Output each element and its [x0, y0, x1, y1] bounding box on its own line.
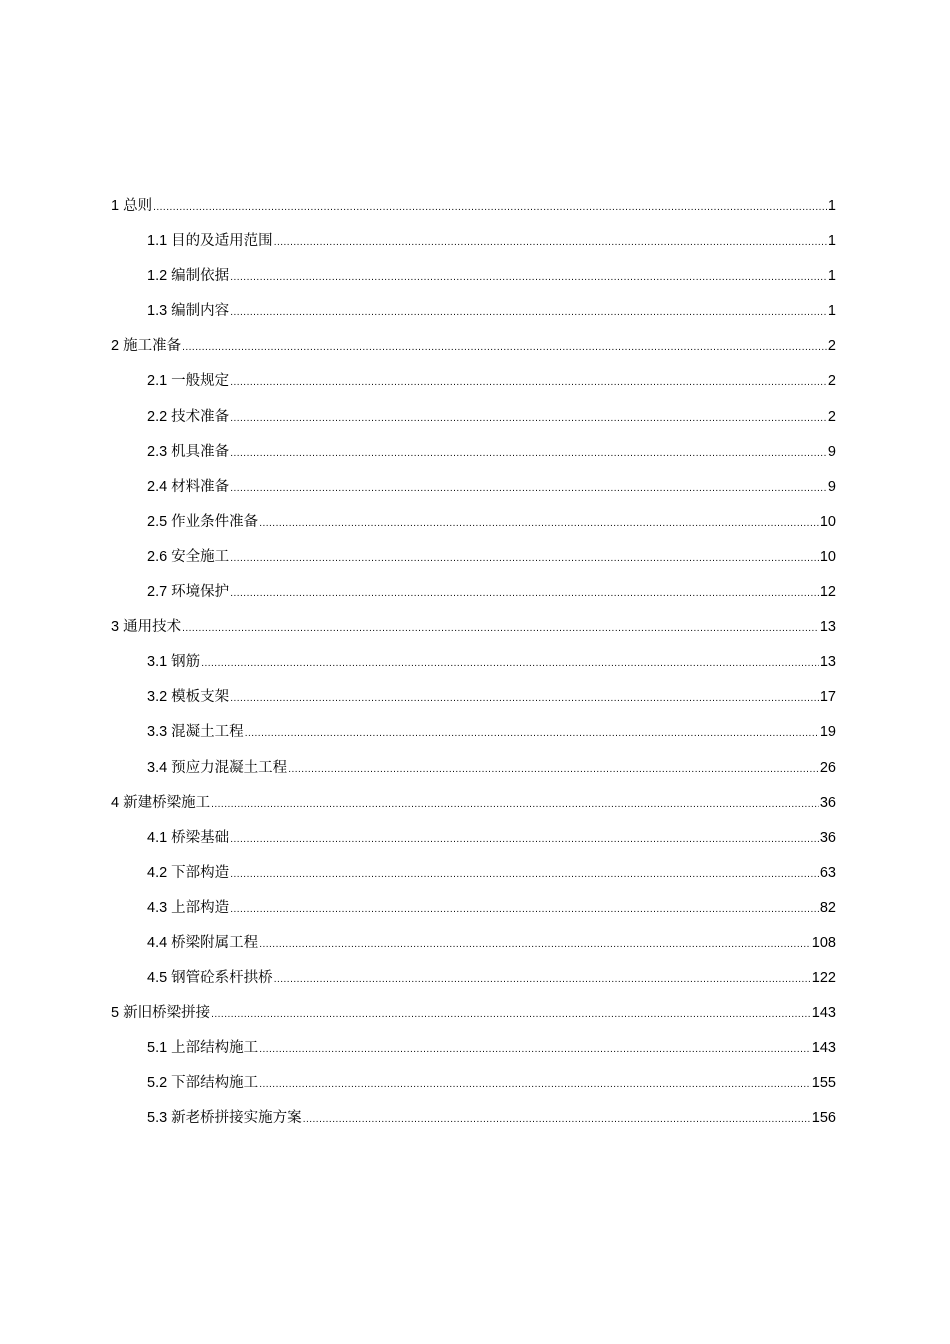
toc-dot-leader: [259, 506, 819, 541]
toc-entry-title: 1.2 编制依据: [147, 268, 230, 285]
toc-page-number: 26: [819, 759, 836, 776]
toc-dot-leader: [245, 716, 819, 751]
toc-entry-title: 2.2 技术准备: [147, 408, 230, 425]
toc-entry[interactable]: [111, 610, 836, 645]
toc-dot-leader: [274, 962, 811, 997]
toc-entry[interactable]: [147, 751, 836, 786]
toc-page-number: 2: [827, 373, 836, 390]
toc-page-number: 143: [811, 1040, 836, 1057]
toc-dot-leader: [230, 436, 827, 471]
toc-dot-leader: [211, 997, 811, 1032]
toc-dot-leader: [230, 892, 819, 927]
toc-entry-title: 5 新旧桥梁拼接: [111, 1005, 211, 1022]
toc-page-number: 63: [819, 864, 836, 881]
toc-entry[interactable]: [111, 189, 836, 224]
toc-entry[interactable]: [147, 259, 836, 294]
toc-entry-title: 5.3 新老桥拼接实施方案: [147, 1110, 302, 1127]
toc-entry-title: 2.3 机具准备: [147, 443, 230, 460]
toc-entry[interactable]: [147, 294, 836, 329]
toc-dot-leader: [230, 857, 819, 892]
toc-entry[interactable]: [147, 961, 836, 996]
toc-page-number: 1: [827, 198, 836, 214]
toc-entry-title: 4.5 钢管砼系杆拱桥: [147, 970, 273, 987]
toc-dot-leader: [230, 822, 819, 857]
toc-page-number: 143: [811, 1005, 836, 1022]
toc-entry[interactable]: [147, 364, 836, 399]
toc-entry-title: 2.7 环境保护: [147, 584, 230, 601]
table-of-contents: [0, 189, 950, 1137]
toc-page-number: 1: [827, 268, 836, 285]
toc-dot-leader: [230, 576, 819, 611]
toc-dot-leader: [230, 401, 827, 436]
toc-entry[interactable]: [111, 996, 836, 1031]
toc-entry-title: 5.1 上部结构施工: [147, 1040, 259, 1057]
toc-entry[interactable]: [147, 856, 836, 891]
toc-dot-leader: [259, 1032, 811, 1067]
toc-dot-leader: [230, 295, 827, 330]
toc-entry-title: 2.5 作业条件准备: [147, 513, 259, 530]
toc-entry[interactable]: [147, 540, 836, 575]
toc-page-number: 122: [811, 970, 836, 987]
toc-entry-title: 3 通用技术: [111, 619, 182, 636]
toc-entry-title: 2.6 安全施工: [147, 548, 230, 565]
toc-page-number: 2: [827, 408, 836, 425]
toc-entry[interactable]: [147, 891, 836, 926]
toc-entry[interactable]: [147, 1101, 836, 1136]
toc-dot-leader: [303, 1102, 811, 1137]
toc-entry-title: 1 总则: [111, 198, 153, 214]
toc-page-number: 36: [819, 794, 836, 811]
toc-entry[interactable]: [111, 786, 836, 821]
toc-entry-title: 4 新建桥梁施工: [111, 794, 211, 811]
toc-page-number: 17: [819, 689, 836, 706]
toc-entry-title: 5.2 下部结构施工: [147, 1075, 259, 1092]
toc-entry-title: 3.2 模板支架: [147, 689, 230, 706]
toc-entry[interactable]: [147, 505, 836, 540]
toc-page-number: 13: [819, 654, 836, 671]
toc-entry[interactable]: [147, 224, 836, 259]
toc-dot-leader: [230, 541, 819, 576]
toc-dot-leader: [259, 927, 811, 962]
toc-dot-leader: [230, 471, 827, 506]
toc-page-number: 12: [819, 584, 836, 601]
toc-dot-leader: [259, 1067, 811, 1102]
toc-entry-title: 2 施工准备: [111, 338, 182, 355]
toc-page-number: 9: [827, 478, 836, 495]
toc-entry-title: 1.3 编制内容: [147, 303, 230, 320]
toc-entry-title: 1.1 目的及适用范围: [147, 233, 273, 250]
toc-dot-leader: [182, 330, 827, 365]
toc-entry-title: 2.1 一般规定: [147, 373, 230, 390]
toc-dot-leader: [230, 365, 827, 400]
toc-entry[interactable]: [147, 680, 836, 715]
toc-entry-title: 4.1 桥梁基础: [147, 829, 230, 846]
toc-entry[interactable]: [147, 645, 836, 680]
toc-page-number: 155: [811, 1075, 836, 1092]
toc-dot-leader: [153, 190, 827, 225]
toc-page-number: 2: [827, 338, 836, 355]
toc-entry[interactable]: [147, 400, 836, 435]
toc-page-number: 9: [827, 443, 836, 460]
toc-entry[interactable]: [147, 435, 836, 470]
toc-dot-leader: [230, 681, 819, 716]
toc-dot-leader: [201, 646, 819, 681]
toc-entry[interactable]: [147, 470, 836, 505]
toc-page-number: 1: [827, 233, 836, 250]
toc-entry-title: 4.3 上部构造: [147, 899, 230, 916]
toc-dot-leader: [288, 752, 819, 787]
toc-page-number: 10: [819, 513, 836, 530]
toc-entry[interactable]: [111, 329, 836, 364]
toc-entry[interactable]: [147, 821, 836, 856]
toc-entry-title: 3.3 混凝土工程: [147, 724, 244, 741]
toc-page-number: 156: [811, 1110, 836, 1127]
toc-page-number: 10: [819, 548, 836, 565]
toc-entry-title: 4.2 下部构造: [147, 864, 230, 881]
toc-page-number: 82: [819, 899, 836, 916]
toc-page-number: 1: [827, 303, 836, 320]
toc-entry[interactable]: [147, 926, 836, 961]
toc-entry[interactable]: [147, 715, 836, 750]
toc-entry-title: 3.4 预应力混凝土工程: [147, 759, 288, 776]
toc-page-number: 36: [819, 829, 836, 846]
toc-page-number: 108: [811, 934, 836, 951]
toc-entry-title: 2.4 材料准备: [147, 478, 230, 495]
toc-dot-leader: [274, 225, 827, 260]
toc-entry-title: 4.4 桥梁附属工程: [147, 934, 259, 951]
toc-dot-leader: [230, 260, 827, 295]
toc-page-number: 19: [819, 724, 836, 741]
toc-entry[interactable]: [147, 575, 836, 610]
toc-entry[interactable]: [147, 1031, 836, 1066]
toc-dot-leader: [211, 787, 819, 822]
toc-entry-title: 3.1 钢筋: [147, 654, 201, 671]
toc-page-number: 13: [819, 619, 836, 636]
toc-entry[interactable]: [147, 1066, 836, 1101]
toc-dot-leader: [182, 611, 819, 646]
